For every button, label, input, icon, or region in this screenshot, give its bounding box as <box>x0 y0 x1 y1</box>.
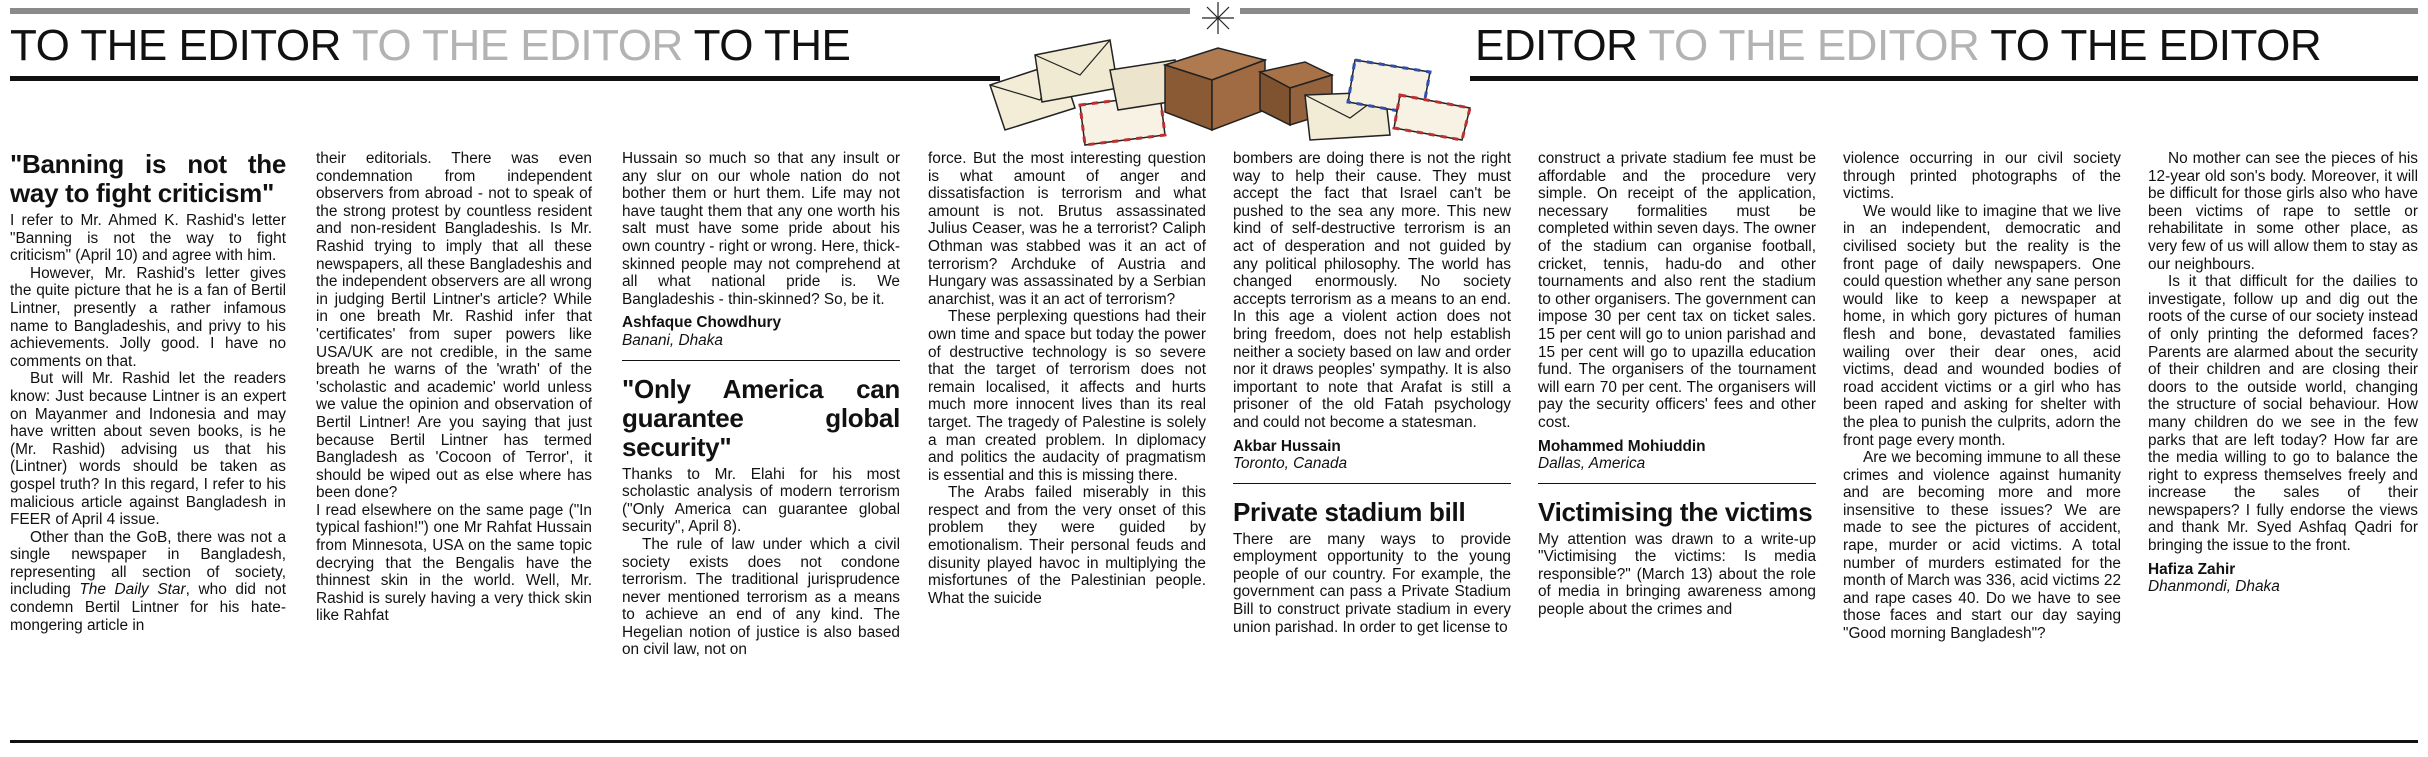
divider <box>622 360 900 361</box>
text: , who did not condemn Bertil Lintner for his hate-mongering article in <box>10 581 286 634</box>
location: Dhanmondi, Dhaka <box>2148 578 2280 596</box>
paragraph: But will Mr. Rashid let the readers know: Just because Lintner is an expert on Mayanmer and Indonesia and may have written about seven books, is he (Mr. Rashid) advising us that his (Lintner) words should be taken as gospel truth? In this regard, I refer to his malicious article against Bangladesh in FEER of April 4 issue. <box>10 370 286 529</box>
header-text: TO THE EDITOR <box>1990 21 2322 70</box>
header-rule-left <box>10 76 1000 81</box>
divider <box>1538 483 1816 484</box>
newspaper-name: The Daily Star <box>79 581 186 599</box>
location: Toronto, Canada <box>1233 455 1348 473</box>
envelopes-illustration <box>960 0 1480 150</box>
paragraph: violence occurring in our civil society through printed photographs of the victims. <box>1843 150 2121 203</box>
signature: Akbar Hussain <box>1233 437 1341 455</box>
paragraph: The rule of law under which a civil society exists does not condone terrorism. The traditional jurisprudence never mentioned terrorism as a means to achieve an end of any kind. The Hegelian notion of justice is also based on civil law, not on <box>622 535 900 659</box>
paragraph: No mother can see the pieces of his 12-year old son's body. Moreover, it will be difficult for those girls also who have been victims of rape to settle or rehabilitate in some other place, as very few of us will allow them to stay as our neighbours. <box>2148 150 2418 273</box>
bottom-rule <box>10 740 2418 743</box>
location: Dallas, America <box>1538 455 1646 473</box>
header-right <box>1475 22 2321 70</box>
envelope-icon <box>1035 40 1118 102</box>
headline: Private stadium bill <box>1233 496 1466 527</box>
sparkle-icon <box>1202 2 1234 34</box>
text: Other than the GoB, there was not a single newspaper in Bangladesh, representing all section of society, including <box>10 528 286 599</box>
paragraph: These perplexing questions had their own time and space but today the power of destructive technology is so severe that the target of terrorism does not remain localised, it affects and hurts much more innocent lives than its real target. The tragedy of Palestine is solely a man created problem. In diplomacy and politics the audacity of pragmatism is essential and this is missing there. <box>928 308 1206 484</box>
headline: Victimising the victims <box>1538 496 1813 527</box>
parcel-icon <box>1165 48 1265 130</box>
header-left <box>10 22 850 70</box>
column-8 <box>2148 150 2418 596</box>
signature: Mohammed Mohiuddin <box>1538 437 1706 455</box>
header-text: TO THE EDITOR <box>10 21 341 70</box>
paragraph: There are many ways to provide employment opportunity to the young people of our country. For example, the government can pass a Private Stadium Bill to construct private stadium in every union parishad. In order to get license to <box>1233 530 1511 636</box>
signature: Ashfaque Chowdhury <box>622 314 782 332</box>
location: Banani, Dhaka <box>622 331 723 349</box>
column-1 <box>10 150 286 634</box>
paragraph: We would like to imagine that we live in an independent, democratic and civilised society but the reality is the front page of daily newspapers. One could question whether any sane person would like to keep a newspaper at home, in which gory pictures of human flesh and bone, devastated families wailing over their dear ones, acid victims, dead and wounded bodies of road accident victims or a girl who has been raped and asking for shelter with the plea to punish the culprits, adorn the front page every month. <box>1843 202 2121 449</box>
column-6 <box>1538 150 1816 619</box>
column-2 <box>316 150 592 625</box>
headline: "Only America can guarantee global security" <box>622 373 900 462</box>
paragraph: The Arabs failed miserably in this respect and from the very onset of this problem they were guided by emotionalism. Their personal feuds and disunity played havoc in multiplying the misfortunes of the Palestinian people. What the suicide <box>928 484 1206 607</box>
paragraph <box>10 529 286 635</box>
header-text: EDITOR <box>1475 21 1638 70</box>
paragraph: I refer to Mr. Ahmed K. Rashid's letter "Banning is not the way to fight criticism" (April 10) and agree with him. <box>10 212 286 265</box>
header-text: TO THE <box>693 21 851 70</box>
column-5 <box>1233 150 1511 636</box>
paragraph: My attention was drawn to a write-up "Victimising the victims: Is media responsible?" (March 13) about the role of media in bringing awareness among people about the crimes and <box>1538 530 1816 619</box>
paragraph: construct a private stadium fee must be affordable and the procedure very simple. On receipt of the application, necessary formalities must be completed within seven days. The owner of the stadium can organise football, cricket, tennis, hadu-do and other tournaments and also rent the stadium to other organisers. The government can impose 30 per cent tax on ticket sales. 15 per cent will go to union parishad and 15 per cent will go to upazilla education fund. The organisers of the tournament will earn 70 per cent. The organisers will pay the security officers' fees and other cost. <box>1538 150 1816 431</box>
header-text-grey: TO THE EDITOR <box>351 21 683 70</box>
column-3 <box>622 150 900 659</box>
header-text-grey: TO THE EDITOR <box>1648 21 1980 70</box>
signature: Hafiza Zahir <box>2148 560 2236 578</box>
column-4 <box>928 150 1206 607</box>
paragraph: their editorials. There was even condemnation from independent observers from abroad - not to speak of the strong protest by countless resident and non-resident Bangladeshis. Is Mr. Rashid trying to imply that all these newspapers, all these Bangladeshis and the independent observers are all wrong in judging Bertil Lintner's article? While in one breath Mr. Rashid infer that 'certificates' from super powers like USA/UK are not credible, in the same breath he warns of the 'wrath' of the 'scholastic and academic' world unless we value the opinion and observation of Bertil Lintner! Are you saying that just because Bertil Lintner has termed Bangladesh as 'Cocoon of Terror', it should be wiped out as else where has been done? <box>316 150 592 502</box>
paragraph: bombers are doing there is not the right way to help their cause. They must accept the fact that Israel can't be pushed to the sea any more. This new kind of self-destructive terrorism is an act of desperation and not guided by any political philosophy. The world has changed enormously. No society accepts terrorism as a means to an end. In this age a violent action does not bring freedom, does not help establish neither a society based on law and order nor it draws peoples' sympathy. It is also important to note that Arafat is still a prisoner of the old Fatah psychology and could not become a statesman. <box>1233 150 1511 431</box>
paragraph: Hussain so much so that any insult or any slur on our whole nation do not bother them or hurt them. Life may not have taught them that any one worth his salt must have some pride about his own country - right or wrong. Here, thick-skinned people may not comprehend at all what national pride is. We Bangladeshis - thin-skinned? So, be it. <box>622 150 900 308</box>
paragraph: Thanks to Mr. Elahi for his most scholastic analysis of modern terrorism ("Only America can guarantee global security", April 8). <box>622 465 900 536</box>
paragraph: However, Mr. Rashid's letter gives the quite picture that he is a fan of Bertil Lintner, presently a rather infamous name to Bangladeshis, and privy to his achievements. Jolly good. I have no comments on that. <box>10 264 286 370</box>
airmail-envelope-icon <box>1394 95 1470 140</box>
paragraph: Is it that difficult for the dailies to investigate, follow up and dig out the roots of the curse of our society instead of only printing the deformed faces? Parents are alarmed about the security of their children and are closing their doors to the outside world, changing the structure of social behaviour. How many children do we see in the few parks that are left today? How far are the media willing to go to balance the right to express themselves freely and increase the sales of their newspapers? I fully endorse the views and thank Mr. Syed Ashfaq Qadri for bringing the issue to the front. <box>2148 273 2418 555</box>
header-rule-right <box>1470 76 2418 81</box>
divider <box>1233 483 1511 484</box>
paragraph: Are we becoming immune to all these crimes and violence against humanity and are becoming more and more insensitive to these issues? We are made to see the pictures of accident, rape, murder or acid victims. A total number of murders estimated for the month of March was 336, acid victims 22 and rape cases 40. Do we have to see those faces and start our day saying "Good morning Bangladesh"? <box>1843 449 2122 643</box>
paragraph: force. But the most interesting question is what amount of anger and dissatisfaction is terrorism and what amount is not. Brutus assassinated Julius Ceaser, was he a terrorist? Caliph Othman was stabbed was it an act of terrorism? Archduke of Austria and Hungary was assassinated by a Serbian anarchist, was it an act of terrorism? <box>928 150 1206 308</box>
column-7 <box>1843 150 2121 643</box>
paragraph: I read elsewhere on the same page ("In typical fashion!") one Mr Rahfat Hussain from Minnesota, USA on the same topic decrying that the Bengalis have the thinnest skin in the world. Well, Mr. Rashid is surely having a very thick skin like Rahfat <box>316 501 592 625</box>
headline: "Banning is not the way to fight criticism" <box>10 149 286 208</box>
